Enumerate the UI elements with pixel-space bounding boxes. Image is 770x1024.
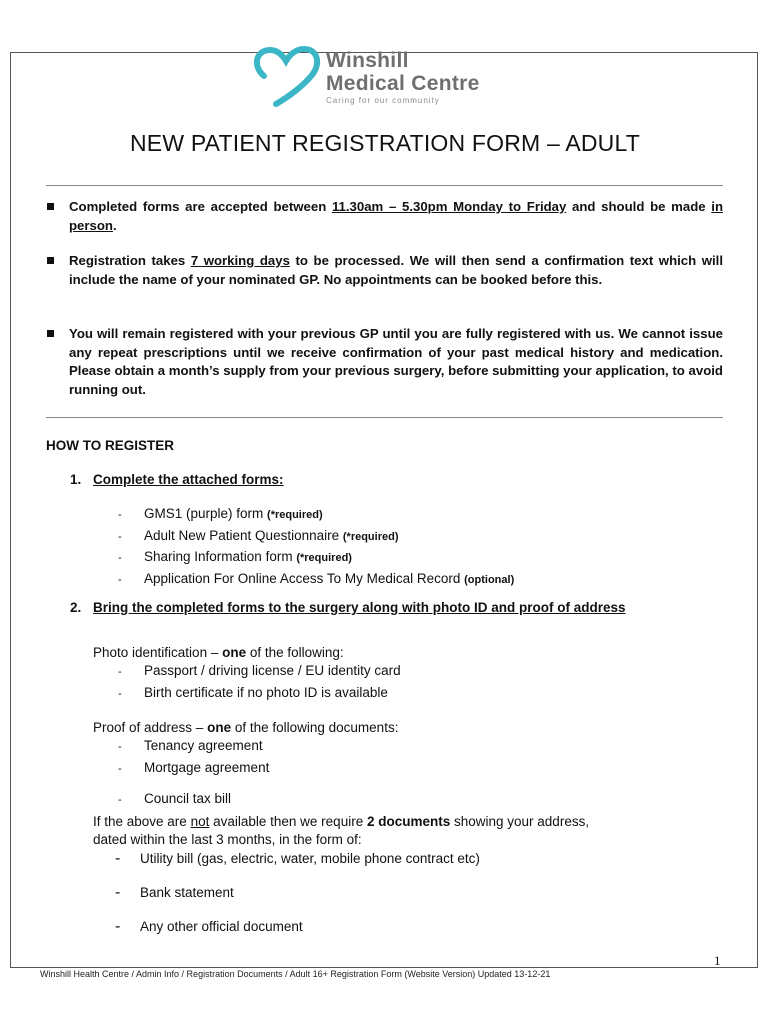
item-text: Tenancy agreement <box>144 738 263 753</box>
brand-tagline: Caring for our community <box>326 96 440 105</box>
intro-emphasis: 2 documents <box>366 814 451 829</box>
dash-icon: - <box>118 794 122 806</box>
form-name: Sharing Information form <box>144 549 297 564</box>
intro-text: showing your address, <box>450 814 590 829</box>
intro-text: available then we require <box>209 814 367 829</box>
list-item <box>118 661 401 683</box>
bullet-square-icon <box>47 257 54 264</box>
list-item <box>118 789 269 811</box>
notice-item <box>46 252 723 289</box>
item-text: Utility bill (gas, electric, water, mobile phone contract etc) <box>140 851 480 866</box>
list-item <box>118 526 514 548</box>
form-requirement: (*required) <box>342 530 399 543</box>
footer-text: Winshill Health Centre / Admin Info / Registration Documents / Adult 16+ Registration Form (Website Version) Updated 13-12-21 <box>40 969 551 979</box>
forms-list <box>118 504 514 590</box>
page-title: NEW PATIENT REGISTRATION FORM – ADULT <box>129 130 641 156</box>
fallback-intro <box>93 813 589 849</box>
item-text: Any other official document <box>140 919 303 934</box>
dash-icon: - <box>115 850 121 867</box>
notice-item <box>46 198 723 235</box>
form-name: Application For Online Access To My Medical Record <box>144 570 465 586</box>
step-2 <box>70 600 626 615</box>
brand-name-line1: Winshill <box>326 49 409 72</box>
form-requirement: (optional) <box>464 573 515 586</box>
form-requirement: (*required) <box>267 509 323 521</box>
dash-icon: - <box>118 741 122 753</box>
how-to-heading: HOW TO REGISTER <box>46 438 175 453</box>
step-label: Complete the attached forms: <box>93 472 284 487</box>
list-item <box>115 850 480 868</box>
intro-text: Proof of address – <box>93 720 208 735</box>
intro-emphasis: not <box>190 814 210 829</box>
intro-text: of the following documents: <box>231 720 399 735</box>
divider-mid <box>46 417 723 418</box>
intro-text: Photo identification – <box>93 645 223 660</box>
list-item <box>118 504 514 526</box>
step-number: 1. <box>70 472 82 487</box>
list-item <box>118 736 269 758</box>
list-item <box>118 569 514 591</box>
dash-icon: - <box>118 762 122 775</box>
notice-text: You will remain registered with your previous GP until you are fully registered with us. We cannot issue any repeat prescriptions until we receive confirmation of your past medical history and medication. Please obtain a month’s supply from your previous surgery, before submitting your application, to avoid running out. <box>69 326 723 397</box>
notice-text: Completed forms are accepted between <box>69 199 332 214</box>
dash-icon: - <box>118 530 122 543</box>
item-text: Passport / driving license / EU identity card <box>144 663 401 678</box>
intro-text: If the above are <box>93 814 191 829</box>
step-number: 2. <box>70 600 82 615</box>
form-requirement: (*required) <box>296 552 352 564</box>
bullet-square-icon <box>47 203 54 210</box>
intro-emphasis: one <box>207 720 232 735</box>
list-item <box>118 547 514 569</box>
dash-icon: - <box>118 687 122 700</box>
item-text: Council tax bill <box>144 791 232 806</box>
notice-item <box>46 325 723 399</box>
heart-icon <box>250 44 322 110</box>
dash-icon: - <box>118 666 122 678</box>
notice-text: to be processed. We will then send a confirmation text which will include the name of your nominated GP. No appointments can be booked before this. <box>69 253 724 287</box>
list-item <box>118 683 401 705</box>
photo-id-intro <box>93 644 344 662</box>
intro-text: of the following: <box>246 645 344 660</box>
form-name: GMS1 (purple) form <box>144 506 268 521</box>
bullet-square-icon <box>47 330 54 337</box>
notice-text: and should be made <box>566 199 712 214</box>
item-text: Mortgage agreement <box>144 759 270 775</box>
notice-hours: 11.30am – 5.30pm Monday to Friday <box>331 199 567 214</box>
dash-icon: - <box>115 884 121 901</box>
item-text: Birth certificate if no photo ID is available <box>144 684 388 700</box>
notice-working-days: 7 working days <box>190 253 290 268</box>
form-name: Adult New Patient Questionnaire <box>144 527 343 543</box>
proof-intro <box>93 719 398 737</box>
item-text: Bank statement <box>140 885 234 900</box>
list-item <box>118 758 269 780</box>
dash-icon: - <box>118 552 122 564</box>
dash-icon: - <box>118 509 122 521</box>
dash-icon: - <box>118 573 122 586</box>
dash-icon: - <box>115 918 121 935</box>
list-item <box>115 884 234 902</box>
brand-logo <box>250 44 530 110</box>
intro-text: dated within the last 3 months, in the form of: <box>93 832 362 847</box>
brand-name-line2: Medical Centre <box>326 72 480 95</box>
divider-top <box>46 185 723 186</box>
intro-emphasis: one <box>222 645 247 660</box>
notice-text: Registration takes <box>69 253 191 268</box>
list-item <box>115 918 303 936</box>
step-1 <box>70 472 284 487</box>
photo-id-list <box>118 661 401 704</box>
notice-in-person: in person <box>69 199 724 233</box>
step-label: Bring the completed forms to the surgery along with photo ID and proof of address <box>93 600 626 615</box>
page-number: 1 <box>714 953 721 968</box>
notice-text: . <box>112 217 117 233</box>
proof-list <box>118 736 269 811</box>
